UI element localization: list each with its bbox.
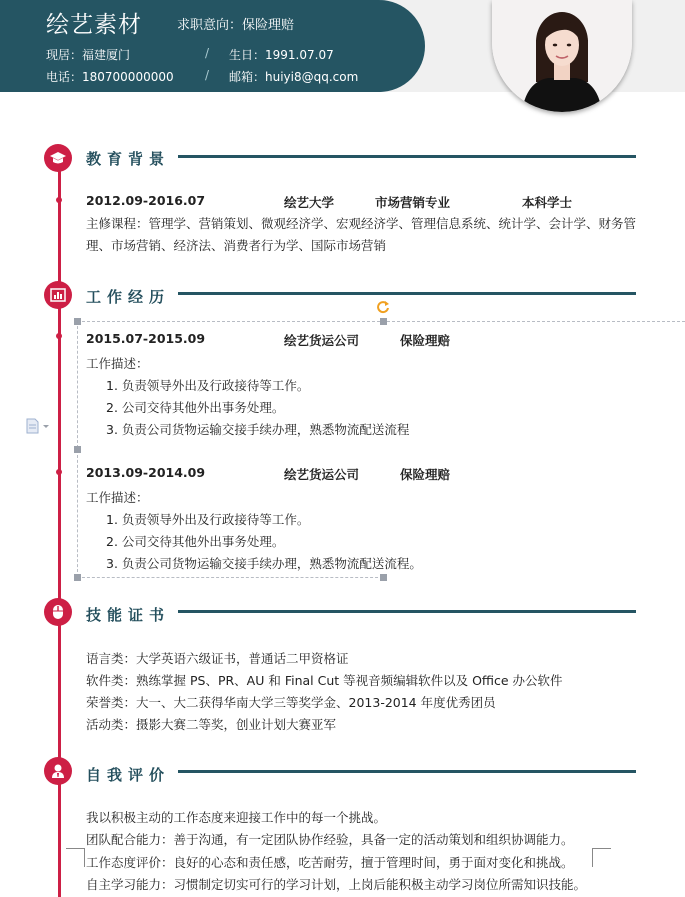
education-major: 市场营销专业 bbox=[375, 195, 451, 210]
resize-handle[interactable] bbox=[74, 318, 81, 325]
education-degree: 本科学士 bbox=[522, 195, 573, 210]
text-boundary-mark bbox=[592, 848, 611, 867]
email: 邮箱：huiyi8@qq.com bbox=[229, 70, 359, 84]
job-company: 绘艺货运公司 bbox=[284, 333, 360, 348]
job-desc-item: 1. 负责领导外出及行政接待等工作。 bbox=[106, 378, 310, 393]
resize-handle[interactable] bbox=[74, 574, 81, 581]
resize-handle[interactable] bbox=[380, 574, 387, 581]
job-desc-label: 工作描述： bbox=[86, 356, 149, 371]
resize-handle[interactable] bbox=[74, 446, 81, 453]
job-desc-item: 2. 公司交待其他外出事务处理。 bbox=[106, 400, 285, 415]
birthday: 生日：1991.07.07 bbox=[229, 48, 334, 62]
skill-line: 软件类：熟练掌握 PS、PR、AU 和 Final Cut 等视音频编辑软件以及 Office 办公软件 bbox=[86, 673, 563, 688]
job-intent: 求职意向：保险理赔 bbox=[177, 18, 295, 33]
section-divider bbox=[178, 292, 636, 295]
job-desc-item: 2. 公司交待其他外出事务处理。 bbox=[106, 534, 285, 549]
evaluation-line: 团队配合能力：善于沟通，有一定团队协作经验，具备一定的活动策划和组织协调能力。 bbox=[86, 832, 574, 847]
section-divider bbox=[178, 770, 636, 773]
section-divider bbox=[178, 155, 636, 158]
job-desc-label: 工作描述： bbox=[86, 490, 149, 505]
resize-handle[interactable] bbox=[380, 318, 387, 325]
timeline-dot bbox=[56, 333, 62, 339]
separator: / bbox=[205, 46, 210, 60]
timeline-dot bbox=[56, 197, 62, 203]
job-position: 保险理赔 bbox=[400, 467, 451, 482]
residence: 现居：福建厦门 bbox=[46, 48, 131, 62]
skill-line: 荣誉类：大一、大二获得华南大学三等奖学金、2013-2014 年度优秀团员 bbox=[86, 695, 496, 710]
graduation-cap-icon bbox=[44, 144, 72, 172]
bar-chart-icon bbox=[44, 281, 72, 309]
education-date: 2012.09-2016.07 bbox=[86, 193, 206, 208]
profile-photo bbox=[492, 0, 632, 112]
mouse-icon bbox=[44, 598, 72, 626]
job-desc-item: 3. 负责公司货物运输交接手续办理，熟悉物流配送流程 bbox=[106, 422, 410, 437]
rotate-handle-icon[interactable] bbox=[376, 299, 390, 318]
job-company: 绘艺货运公司 bbox=[284, 467, 360, 482]
skill-line: 语言类：大学英语六级证书，普通话二甲资格证 bbox=[86, 651, 349, 666]
job-desc-item: 3. 负责公司货物运输交接手续办理，熟悉物流配送流程。 bbox=[106, 556, 422, 571]
person-icon bbox=[44, 757, 72, 785]
job-position: 保险理赔 bbox=[400, 333, 451, 348]
job-date: 2013.09-2014.09 bbox=[86, 465, 206, 480]
evaluation-line: 我以积极主动的工作态度来迎接工作中的每一个挑战。 bbox=[86, 810, 387, 825]
education-school: 绘艺大学 bbox=[284, 195, 335, 210]
layout-options-icon[interactable] bbox=[26, 418, 52, 438]
evaluation-line: 工作态度评价：良好的心态和责任感，吃苦耐劳，擅于管理时间，勇于面对变化和挑战。 bbox=[86, 855, 574, 870]
work-title: 工作经历 bbox=[86, 288, 171, 306]
timeline-line bbox=[58, 155, 61, 897]
education-title: 教育背景 bbox=[86, 150, 171, 168]
timeline-dot bbox=[56, 469, 62, 475]
section-divider bbox=[178, 610, 636, 613]
selection-frame-bottom bbox=[77, 577, 383, 578]
job-date: 2015.07-2015.09 bbox=[86, 331, 206, 346]
skill-line: 活动类：摄影大赛二等奖，创业计划大赛亚军 bbox=[86, 717, 337, 732]
education-courses: 主修课程：管理学、营销策划、微观经济学、宏观经济学、管理信息系统、统计学、会计学、财务管理、市场营销、经济法、消费者行为学、国际市场营销 bbox=[86, 216, 637, 253]
evaluation-title: 自我评价 bbox=[86, 766, 171, 784]
candidate-name: 绘艺素材 bbox=[46, 12, 142, 38]
text-boundary-mark bbox=[66, 848, 85, 867]
evaluation-line: 自主学习能力：习惯制定切实可行的学习计划，上岗后能积极主动学习岗位所需知识技能。 bbox=[86, 877, 587, 892]
separator: / bbox=[205, 68, 210, 82]
skills-title: 技能证书 bbox=[86, 606, 171, 624]
job-desc-item: 1. 负责领导外出及行政接待等工作。 bbox=[106, 512, 310, 527]
phone: 电话：180700000000 bbox=[46, 70, 174, 84]
